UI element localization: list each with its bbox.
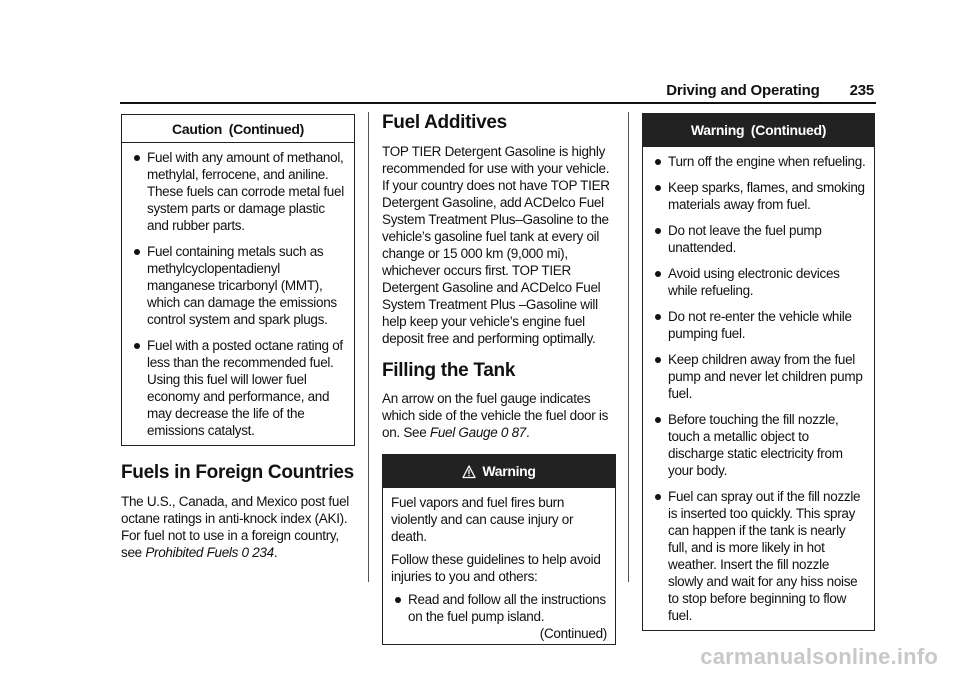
bullet-icon: [655, 357, 661, 363]
list-item: Avoid using electronic devices while refueling.: [651, 265, 866, 299]
column-divider-1: [368, 112, 369, 582]
warning-continued-title: Warning (Continued): [643, 114, 874, 147]
bullet-icon: [655, 185, 661, 191]
bullet-icon: [655, 417, 661, 423]
page-header: [123, 82, 874, 102]
caution-list: [130, 149, 346, 439]
warning-box: [382, 454, 616, 645]
caution-box: [121, 114, 355, 446]
list-item: Do not leave the fuel pump unattended.: [651, 222, 866, 256]
bullet-icon: [655, 314, 661, 320]
column-divider-2: [628, 112, 629, 582]
bullet-icon: [395, 597, 401, 603]
warning-paragraph: Fuel vapors and fuel fires burn violently and can cause injury or death.: [391, 495, 574, 544]
bullet-icon: [655, 228, 661, 234]
warning-continued-box: [642, 113, 875, 631]
section-heading: Fuel Additives: [382, 112, 507, 133]
page-ref-icon: 0: [500, 425, 509, 440]
bullet-icon: [134, 155, 140, 161]
body-paragraph: TOP TIER Detergent Gasoline is highly recommended for use with your vehicle. If your country does not have TOP TIER Detergent Gasoline, add ACDelco Fuel System Treatment Plus–Gasoline to the vehicle’s gasoline fuel tank at every oil change or 15 000 km (9,000 mi), whichever occurs first. TOP TIER Detergent Gasoline and ACDelco Fuel System Treatment Plus –Gasoline will help keep your vehicle’s engine fuel deposit free and performing optimally.: [382, 144, 610, 346]
list-item: Fuel containing metals such as methylcyclopentadienyl manganese tricarbonyl (MMT), which can damage the emissions control system and spark plugs.: [130, 243, 346, 328]
cross-reference-link[interactable]: Prohibited Fuels 0 234: [145, 545, 274, 560]
header-rule: [120, 102, 876, 104]
body-paragraph: The U.S., Canada, and Mexico post fuel octane ratings in anti-knock index (AKI). For fuel not to use in a foreign country, see Prohibited Fuels 0 234.: [121, 494, 349, 560]
section-heading: Filling the Tank: [382, 360, 516, 381]
caution-title: Caution (Continued): [122, 115, 354, 143]
list-item: Read and follow all the instructions on the fuel pump island.: [391, 591, 607, 625]
warning-paragraph: Follow these guidelines to help avoid injuries to you and others:: [391, 552, 601, 584]
warning-triangle-icon: [462, 465, 476, 479]
warning-list: [391, 591, 607, 625]
column-3: [642, 113, 875, 631]
bullet-icon: [134, 343, 140, 349]
section-heading: Fuels in Foreign Countries: [121, 462, 354, 483]
page-ref-icon: 0: [241, 545, 249, 560]
list-item: Turn off the engine when refueling.: [651, 153, 866, 170]
bullet-icon: [134, 249, 140, 255]
watermark: carmanualsonline.info: [700, 644, 938, 669]
cross-reference-link[interactable]: Fuel Gauge 0 87: [429, 425, 526, 440]
list-item: Before touching the fill nozzle, touch a metallic object to discharge static electricity from your body.: [651, 411, 866, 479]
bullet-icon: [655, 271, 661, 277]
page-number: 235: [849, 82, 874, 99]
continued-label: (Continued): [539, 626, 607, 641]
list-item: Do not re-enter the vehicle while pumping fuel.: [651, 308, 866, 342]
column-2: [382, 112, 616, 645]
list-item: Keep children away from the fuel pump and never let children pump fuel.: [651, 351, 866, 402]
list-item: Fuel with any amount of methanol, methylal, ferrocene, and aniline. These fuels can corrode metal fuel system parts or damage plastic and rubber parts.: [130, 149, 346, 234]
list-item: Keep sparks, flames, and smoking materials away from fuel.: [651, 179, 866, 213]
list-item: Fuel can spray out if the fill nozzle is inserted too quickly. This spray can happen if the tank is nearly full, and is more likely in hot weather. Insert the fill nozzle slowly and wait for any hiss noise to stop before beginning to flow fuel.: [651, 488, 866, 624]
section-title: Driving and Operating: [666, 82, 820, 99]
body-paragraph: An arrow on the fuel gauge indicates which side of the vehicle the fuel door is on. See Fuel Gauge 0 87.: [382, 391, 609, 440]
warning-title: Warning: [383, 455, 615, 488]
list-item: Fuel with a posted octane rating of less than the recommended fuel. Using this fuel will lower fuel economy and performance, and may decrease the life of the emissions catalyst.: [130, 337, 346, 439]
bullet-icon: [655, 494, 661, 500]
bullet-icon: [655, 159, 661, 165]
warning-list: [651, 153, 866, 624]
column-1: [121, 114, 355, 561]
